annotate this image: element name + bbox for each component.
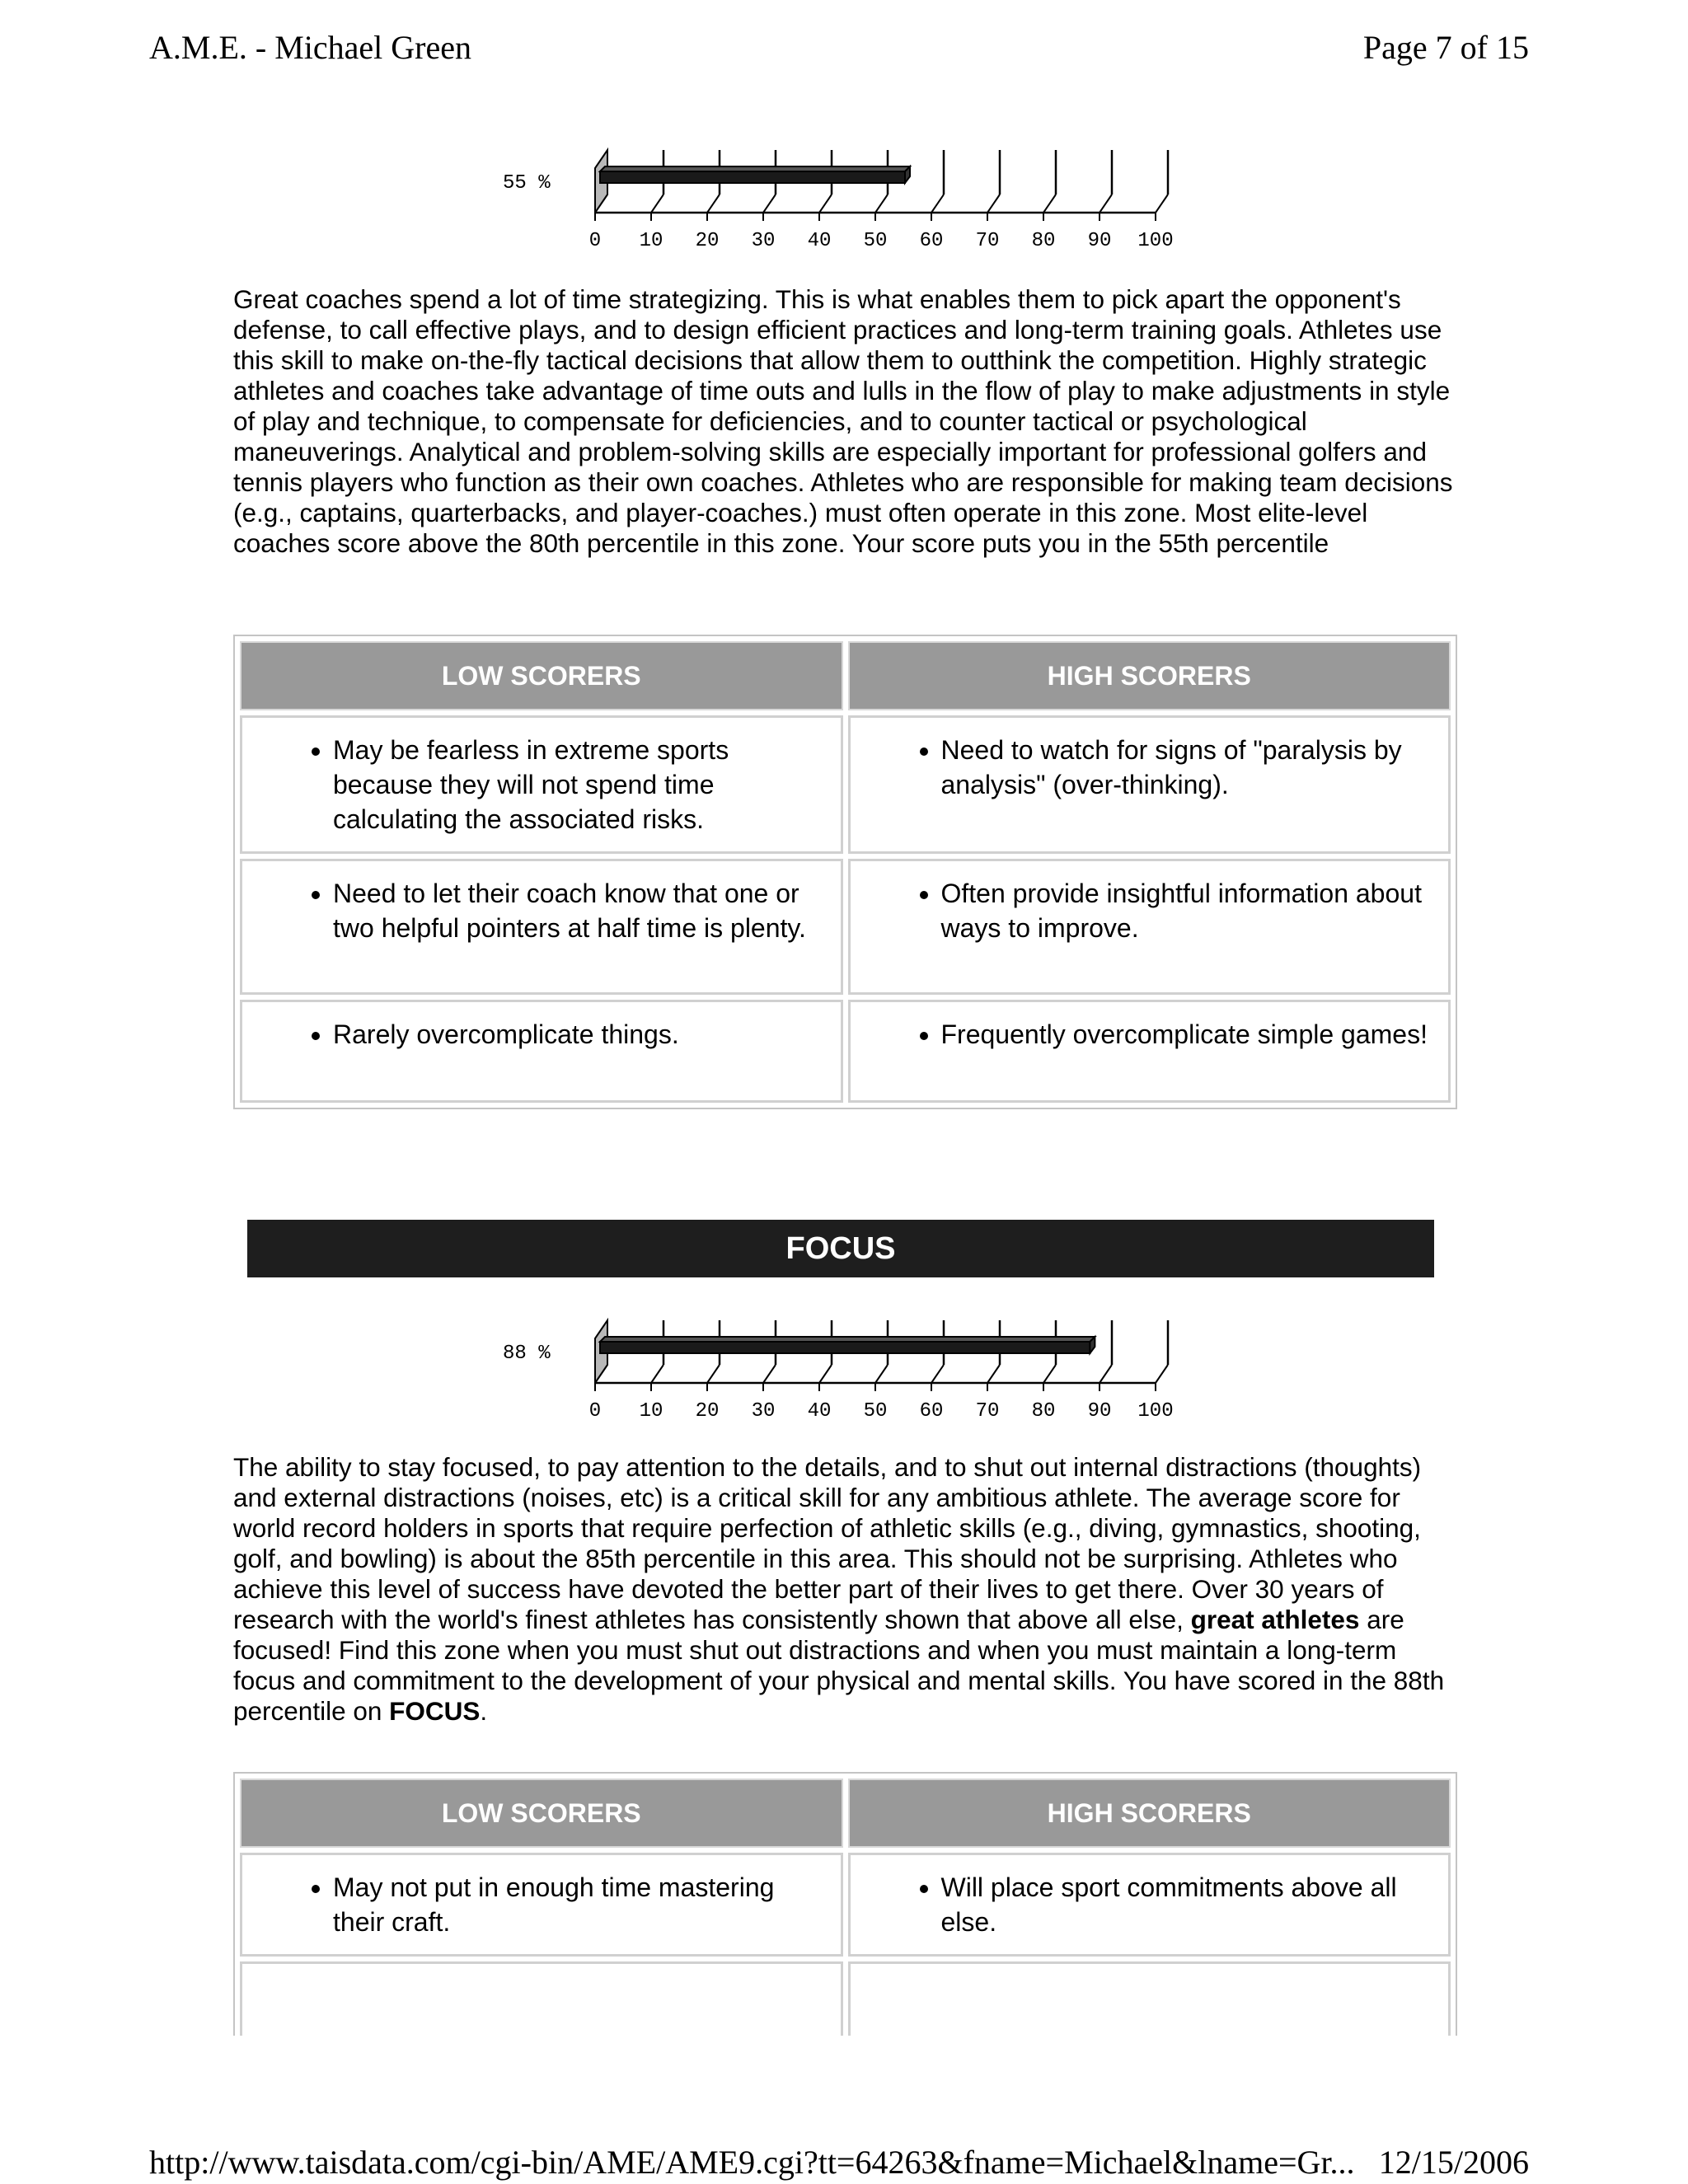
axis-tick-label: 100 [1137, 1400, 1174, 1422]
high-scorer-cell [848, 1961, 1451, 2036]
low-scorer-cell [240, 1000, 843, 1103]
grid-diagonal [651, 194, 663, 213]
grid-diagonal [931, 194, 944, 213]
high-scorer-cell [848, 715, 1451, 854]
bar-value-label: 88 % [503, 1343, 551, 1365]
grid-diagonal [875, 194, 888, 213]
grid-diagonal [1156, 1365, 1168, 1383]
score-bar-chart-strategy [486, 142, 1187, 257]
grid-diagonal [1043, 194, 1056, 213]
table-row [240, 715, 1451, 854]
strategy-description: Great coaches spend a lot of time strategizing. This is what enables them to pick apart the opponent's defense, to call effective plays, and to design efficient practices and long-term training goals. Athletes use this skill to make on-the-fly tactical decisions that allow them to outthink the competition. Highly strategic athletes and coaches take advantage of time outs and lulls in the flow of play to make adjustments in style of play and technique, to compensate for deficiencies, and to counter tactical or psychological maneuverings. Analytical and problem-solving skills are especially important for professional golfers and tennis players who function as their own coaches. Athletes who are responsible for making team decisions (e.g., captains, quarterbacks, and player-coaches.) must often operate in this zone. Most elite-level coaches score above the 80th percentile in this zone. Your score puts you in the 55th percentile [233, 284, 1453, 558]
grid-diagonal [1156, 194, 1168, 213]
low-scorer-cell [240, 715, 843, 854]
list-item: • Frequently overcomplicate simple games! [941, 1017, 1432, 1052]
axis-tick-label: 70 [975, 230, 1000, 252]
axis-tick-label: 70 [975, 1400, 1000, 1422]
header-document-title: A.M.E. - Michael Green [149, 29, 471, 66]
grid-diagonal [819, 194, 832, 213]
axis-tick-label: 0 [588, 230, 602, 252]
axis-tick-label: 90 [1087, 230, 1112, 252]
axis-tick-label: 50 [863, 230, 888, 252]
bar-front-face [600, 171, 905, 183]
axis-tick-label: 50 [863, 1400, 888, 1422]
grid-diagonal [707, 1365, 720, 1383]
high-scorer-cell [848, 1853, 1451, 1957]
axis-tick-label: 10 [639, 1400, 663, 1422]
grid-diagonal [1100, 1365, 1112, 1383]
axis-tick-label: 60 [919, 230, 944, 252]
table-clip [233, 1772, 1470, 2036]
list-item: • Need to watch for signs of "paralysis by analysis" (over-thinking). [941, 733, 1432, 802]
focus-emphasis: FOCUS [389, 1696, 481, 1726]
column-header-high-scorers: HIGH SCORERS [848, 1779, 1451, 1848]
grid-diagonal [707, 194, 720, 213]
axis-tick-label: 10 [639, 230, 663, 252]
grid-diagonal [1043, 1365, 1056, 1383]
axis-tick-label: 0 [588, 1400, 602, 1422]
axis-tick-label: 40 [807, 230, 832, 252]
focus-text-part: . [480, 1696, 488, 1726]
focus-text-part: are focused! Find this zone when you must shut out distractions and when you must maintain a long-term focus and commitment to the development of your physical and mental skills. You have scored in the 88th percentile on [233, 1605, 1445, 1726]
grid-diagonal [1100, 194, 1112, 213]
section-title-focus: FOCUS [247, 1220, 1434, 1277]
grid-diagonal [651, 1365, 663, 1383]
list-item: • May be fearless in extreme sports because they will not spend time calculating the associated risks. [333, 733, 824, 837]
bar-value-label: 55 % [503, 172, 551, 194]
bar-front-face [600, 1342, 1090, 1353]
axis-tick-label: 80 [1031, 1400, 1056, 1422]
low-scorer-cell [240, 859, 843, 995]
focus-text-part: The ability to stay focused, to pay attention to the details, and to shut out internal distractions (thoughts) and external distractions (noises, etc) is a critical skill for any ambitious athlete. The average score for world record holders in sports that require perfection of athletic skills (e.g., diving, gymnastics, shooting, golf, and bowling) is about the 85th percentile in this area. This should not be surprising. Athletes who achieve this level of success have devoted the better part of their lives to get there. Over 30 years of research with the world's finest athletes has consistently shown that above all else, [233, 1452, 1422, 1634]
footer-date: 12/15/2006 [1378, 2144, 1529, 2181]
grid-diagonal [987, 1365, 1000, 1383]
axis-tick-label: 100 [1137, 230, 1174, 252]
list-item: • May not put in enough time mastering their craft. [333, 1870, 824, 1939]
grid-diagonal [819, 1365, 832, 1383]
column-header-low-scorers: LOW SCORERS [240, 641, 843, 710]
axis-tick-label: 20 [695, 1400, 720, 1422]
high-scorer-cell [848, 1000, 1451, 1103]
focus-emphasis: great athletes [1190, 1605, 1360, 1634]
axis-tick-label: 30 [751, 230, 776, 252]
table-row [240, 1000, 1451, 1103]
axis-tick-label: 90 [1087, 1400, 1112, 1422]
footer-url: http://www.taisdata.com/cgi-bin/AME/AME9.cgi?tt=64263&fname=Michael&lname=Gr... [149, 2144, 1355, 2181]
grid-diagonal [875, 1365, 888, 1383]
axis-tick-label: 20 [695, 230, 720, 252]
grid-diagonal [763, 194, 776, 213]
list-item: • Often provide insightful information about ways to improve. [941, 876, 1432, 945]
grid-diagonal [987, 194, 1000, 213]
axis-tick-label: 60 [919, 1400, 944, 1422]
list-item: • Rarely overcomplicate things. [333, 1017, 824, 1052]
grid-diagonal [763, 1365, 776, 1383]
axis-tick-label: 30 [751, 1400, 776, 1422]
axis-tick-label: 40 [807, 1400, 832, 1422]
column-header-high-scorers: HIGH SCORERS [848, 641, 1451, 710]
table-row [240, 859, 1451, 995]
grid-diagonal [931, 1365, 944, 1383]
low-scorer-cell [240, 1961, 843, 2036]
focus-description [233, 1452, 1453, 1727]
axis-tick-label: 80 [1031, 230, 1056, 252]
header-page-number: Page 7 of 15 [1362, 29, 1529, 66]
low-scorer-cell [240, 1853, 843, 1957]
list-item: • Will place sport commitments above all else. [941, 1870, 1432, 1939]
high-scorer-cell [848, 859, 1451, 995]
column-header-low-scorers: LOW SCORERS [240, 1779, 843, 1848]
scorers-table-focus [233, 1772, 1457, 2036]
table-row [240, 1853, 1451, 1957]
score-bar-chart-focus [486, 1312, 1187, 1427]
list-item: • Need to let their coach know that one or two helpful pointers at half time is plenty. [333, 876, 824, 945]
scorers-table-strategy [233, 635, 1457, 1109]
table-row [240, 1961, 1451, 2036]
